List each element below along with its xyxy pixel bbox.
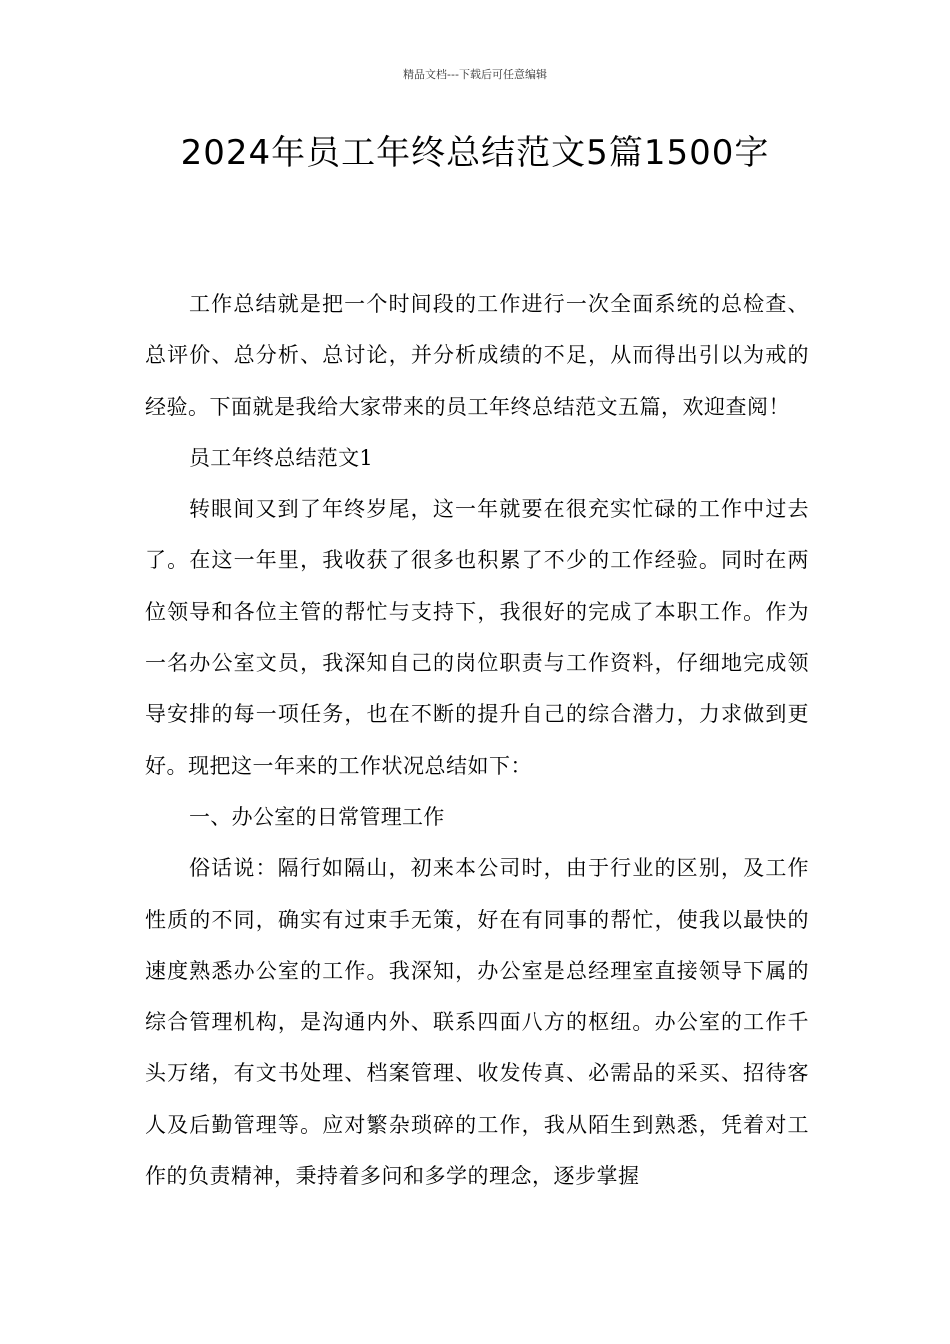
sample-1-paragraph-1: 转眼间又到了年终岁尾，这一年就要在很充实忙碌的工作中过去了。在这一年里，我收获了很多也积累了不少的工作经验。同时在两位领导和各位主管的帮忙与支持下，我很好的完成了本职工作。作为一名办公室文员，我深知自己的岗位职责与工作资料，仔细地完成领导安排的每一项任务，也在不断的提升自己的综合潜力，力求做到更好。现把这一年来的工作状况总结如下：	[145, 497, 809, 778]
intro-paragraph: 工作总结就是把一个时间段的工作进行一次全面系统的总检查、总评价、总分析、总讨论，并分析成绩的不足，从而得出引以为戒的经验。下面就是我给大家带来的员工年终总结范文五篇，欢迎查阅！	[145, 292, 809, 419]
page-header-note: 精品文档---下载后可任意编辑	[403, 68, 547, 81]
document-body	[145, 279, 809, 1202]
sample-1-paragraph-2: 俗话说：隔行如隔山，初来本公司时，由于行业的区别，及工作性质的不同，确实有过束手无策，好在有同事的帮忙，使我以最快的速度熟悉办公室的工作。我深知，办公室是总经理室直接领导下属的综合管理机构，是沟通内外、联系四面八方的枢纽。办公室的工作千头万绪，有文书处理、档案管理、收发传真、必需品的采买、招待客人及后勤管理等。应对繁杂琐碎的工作，我从陌生到熟悉，凭着对工作的负责精神，秉持着多问和多学的理念，逐步掌握	[145, 856, 809, 1189]
document-title: 2024年员工年终总结范文5篇1500字	[180, 133, 770, 173]
section-heading-sample-1: 员工年终总结范文1	[189, 445, 374, 470]
section-heading-office-management: 一、办公室的日常管理工作	[189, 804, 445, 829]
